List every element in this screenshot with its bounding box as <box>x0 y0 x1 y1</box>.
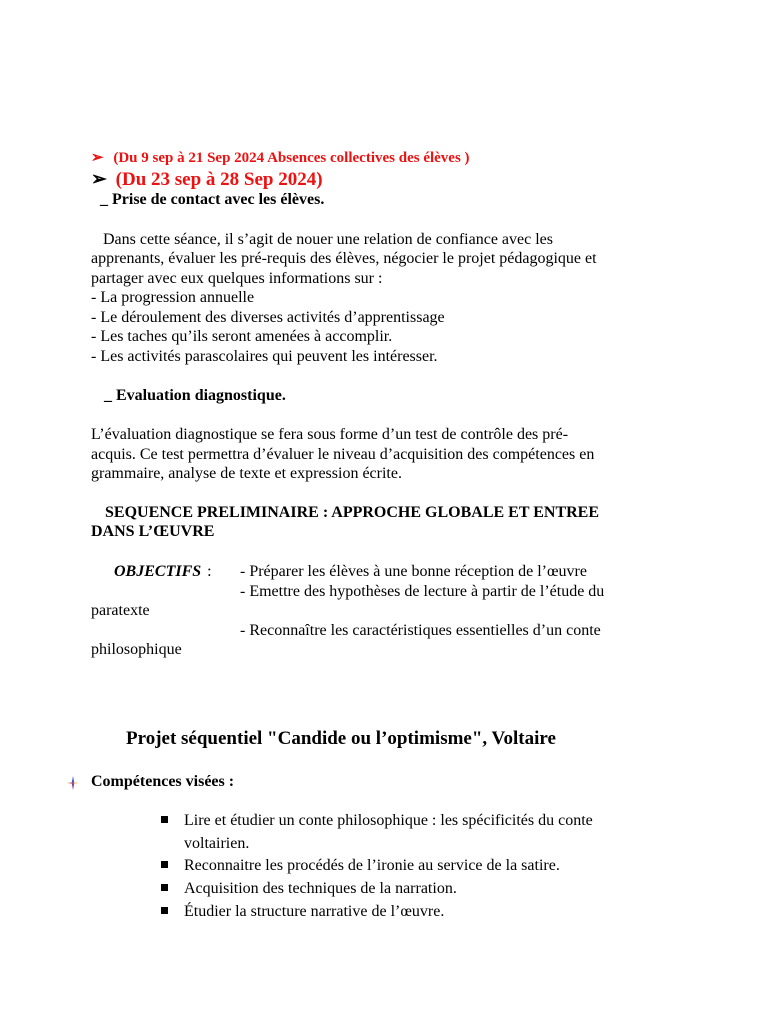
sequence-title: SEQUENCE PRELIMINAIRE : APPROCHE GLOBALE ET ENTREE <box>105 504 600 521</box>
list-item: - Le déroulement des diverses activités d’apprentissage <box>91 309 445 326</box>
projet-title: Projet séquentiel "Candide ou l’optimisme", Voltaire <box>126 728 556 749</box>
square-bullet-icon <box>161 907 168 914</box>
objective-item: - Emettre des hypothèses de lecture à partir de l’étude du <box>240 583 605 600</box>
section-title-evaluation: _ Evaluation diagnostique. <box>104 387 286 404</box>
square-bullet-icon <box>161 861 168 868</box>
square-bullet-icon <box>161 816 168 823</box>
objective-item-continued: paratexte <box>91 602 150 619</box>
competence-item-continued: voltairien. <box>184 835 250 852</box>
competence-item: Reconnaitre les procédés de l’ironie au service de la satire. <box>184 857 560 874</box>
competences-label: Compétences visées : <box>91 773 235 790</box>
competence-item: Lire et étudier un conte philosophique : les spécificités du conte <box>184 812 593 829</box>
objective-item: - Reconnaître les caractéristiques essentielles d’un conte <box>240 622 601 639</box>
section-title-prise-contact: _ Prise de contact avec les élèves. <box>100 191 325 208</box>
date-range-line-2 <box>91 168 323 191</box>
objective-item-continued: philosophique <box>91 641 182 658</box>
sequence-title-continued: DANS L’ŒUVRE <box>91 523 215 540</box>
paragraph-line: Dans cette séance, il s’agit de nouer une relation de confiance avec les <box>91 231 554 248</box>
objective-item: - Préparer les élèves à une bonne réception de l’œuvre <box>240 563 587 580</box>
date-range-text-1: (Du 9 sep à 21 Sep 2024 Absences collectives des élèves ) <box>113 150 470 166</box>
diamond-bullet-icon <box>67 776 79 790</box>
competence-item: Acquisition des techniques de la narration. <box>184 880 457 897</box>
paragraph-line: acquis. Ce test permettra d’évaluer le niveau d’acquisition des compétences en <box>91 446 595 463</box>
date-range-text-2: (Du 23 sep à 28 Sep 2024) <box>115 169 323 190</box>
arrow-bullet-icon: ➢ <box>91 169 107 190</box>
objectifs-heading <box>114 562 212 582</box>
paragraph-line: partager avec eux quelques informations sur : <box>91 270 383 287</box>
date-range-line-1 <box>91 148 470 167</box>
list-item: - La progression annuelle <box>91 289 255 306</box>
paragraph-line: apprenants, évaluer les pré-requis des élèves, négocier le projet pédagogique et <box>91 250 597 267</box>
square-bullet-icon <box>161 884 168 891</box>
list-item: - Les taches qu’ils seront amenées à accomplir. <box>91 328 393 345</box>
paragraph-line: grammaire, analyse de texte et expression écrite. <box>91 465 402 482</box>
arrow-bullet-icon: ➢ <box>91 150 104 166</box>
competence-item: Étudier la structure narrative de l’œuvre. <box>184 903 445 920</box>
objectifs-label: OBJECTIFS <box>114 563 202 580</box>
list-item: - Les activités parascolaires qui peuvent les intéresser. <box>91 348 438 365</box>
objectifs-colon: : <box>207 563 212 580</box>
paragraph-line: L’évaluation diagnostique se fera sous forme d’un test de contrôle des pré- <box>91 426 569 443</box>
